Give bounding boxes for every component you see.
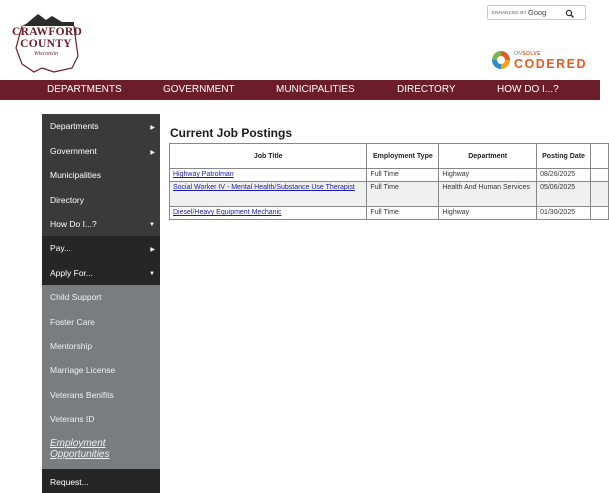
sidebar-item-request[interactable] — [42, 469, 160, 493]
codered-ring-icon — [491, 50, 511, 70]
codered-prefix-solve: SOLVE — [522, 51, 541, 57]
sidebar-item-veterans-benefits[interactable] — [42, 383, 160, 407]
column-header-department[interactable]: Department — [439, 144, 537, 169]
job-postings-table — [169, 143, 609, 220]
job-link[interactable]: Social Worker IV - Mental Health/Substance Use Therapist — [173, 184, 355, 191]
sidebar-item-foster-care[interactable] — [42, 309, 160, 334]
sidebar-item-label: Child Support — [50, 292, 102, 302]
sidebar-item-label: Mentorship — [50, 341, 93, 351]
job-title-cell — [170, 182, 367, 207]
main-nav — [0, 80, 600, 100]
column-header-extra — [591, 144, 609, 169]
sidebar-item-label: Apply For... — [50, 268, 93, 278]
sidebar-item-label: Veterans ID — [50, 414, 95, 424]
search-box[interactable] — [487, 5, 586, 20]
chevron-down-icon: ▼ — [149, 271, 155, 277]
sidebar-menu — [42, 114, 160, 487]
page-title: Current Job Postings — [170, 126, 293, 140]
nav-municipalities[interactable]: MUNICIPALITIES — [276, 84, 355, 95]
table-row — [170, 182, 609, 207]
column-header-posting-date[interactable]: Posting Date — [537, 144, 591, 169]
sidebar-item-label: Departments — [50, 121, 99, 131]
sidebar-item-label: Request... — [50, 477, 89, 487]
chevron-right-icon: ▶ — [150, 150, 155, 156]
table-row — [170, 169, 609, 182]
employment-type-cell: Full Time — [367, 182, 439, 207]
job-title-cell — [170, 169, 367, 182]
chevron-right-icon: ▶ — [150, 247, 155, 253]
column-header-employment-type[interactable]: Employment Type — [367, 144, 439, 169]
logo-line-1: CRAWFORD — [12, 26, 83, 38]
extra-cell — [591, 169, 609, 182]
job-link[interactable]: Highway Patrolman — [173, 171, 234, 178]
department-cell: Highway — [439, 207, 537, 220]
sidebar-item-label: Veterans Benifits — [50, 390, 114, 400]
sidebar-item-veterans-id[interactable] — [42, 407, 160, 431]
nav-departments[interactable]: DEPARTMENTS — [47, 84, 122, 95]
sidebar-item-label: Employment Opportunities — [50, 438, 110, 460]
search-icon[interactable] — [563, 7, 577, 19]
site-header — [0, 0, 600, 80]
extra-cell — [591, 207, 609, 220]
employment-type-cell: Full Time — [367, 169, 439, 182]
column-header-job-title[interactable]: Job Title — [170, 144, 367, 169]
sidebar-item-marriage-license[interactable] — [42, 358, 160, 383]
employment-type-cell: Full Time — [367, 207, 439, 220]
sidebar-item-label: Municipalities — [50, 170, 102, 180]
sidebar-item-how-do-i[interactable] — [42, 212, 160, 236]
sidebar-item-municipalities[interactable] — [42, 163, 160, 187]
sidebar-item-directory[interactable] — [42, 187, 160, 212]
chevron-down-icon: ▼ — [149, 222, 155, 228]
sidebar-item-label: How Do I...? — [50, 219, 97, 229]
sidebar-item-label: Marriage License — [50, 365, 116, 375]
nav-government[interactable]: GOVERNMENT — [163, 84, 235, 95]
codered-link[interactable] — [491, 50, 591, 72]
table-header-row — [170, 144, 609, 169]
posting-date-cell: 01/30/2025 — [537, 207, 591, 220]
sidebar-item-apply-for[interactable] — [42, 261, 160, 285]
chevron-right-icon: ▶ — [150, 125, 155, 131]
sidebar-item-child-support[interactable] — [42, 285, 160, 309]
sidebar-item-employment-opportunities[interactable] — [42, 431, 160, 469]
department-cell: Health And Human Services — [439, 182, 537, 207]
sidebar-item-pay[interactable] — [42, 236, 160, 261]
logo-line-2: COUNTY — [20, 38, 72, 50]
nav-how-do-i[interactable]: HOW DO I...? — [497, 84, 559, 95]
job-link[interactable]: Diesel/Heavy Equipment Mechanic — [173, 209, 282, 216]
nav-directory[interactable]: DIRECTORY — [397, 84, 456, 95]
sidebar-item-government[interactable] — [42, 139, 160, 163]
posting-date-cell: 08/26/2025 — [537, 169, 591, 182]
search-enhanced-label: ENHANCED BY — [492, 10, 527, 15]
sidebar-item-label: Government — [50, 146, 97, 156]
department-cell: Highway — [439, 169, 537, 182]
extra-cell — [591, 182, 609, 207]
sidebar-item-label: Directory — [50, 195, 85, 205]
codered-prefix-on: ON — [514, 51, 523, 57]
search-engine-label: Goog — [528, 8, 547, 17]
codered-word: CODERED — [514, 57, 588, 71]
sidebar-item-label: Pay... — [50, 243, 72, 253]
posting-date-cell: 05/06/2025 — [537, 182, 591, 207]
job-title-cell — [170, 207, 367, 220]
logo-line-3: Wisconsin — [33, 51, 59, 57]
sidebar-item-mentorship[interactable] — [42, 334, 160, 358]
sidebar-item-departments[interactable] — [42, 114, 160, 139]
county-logo[interactable] — [12, 12, 84, 74]
sidebar-item-label: Foster Care — [50, 317, 95, 327]
table-row — [170, 207, 609, 220]
